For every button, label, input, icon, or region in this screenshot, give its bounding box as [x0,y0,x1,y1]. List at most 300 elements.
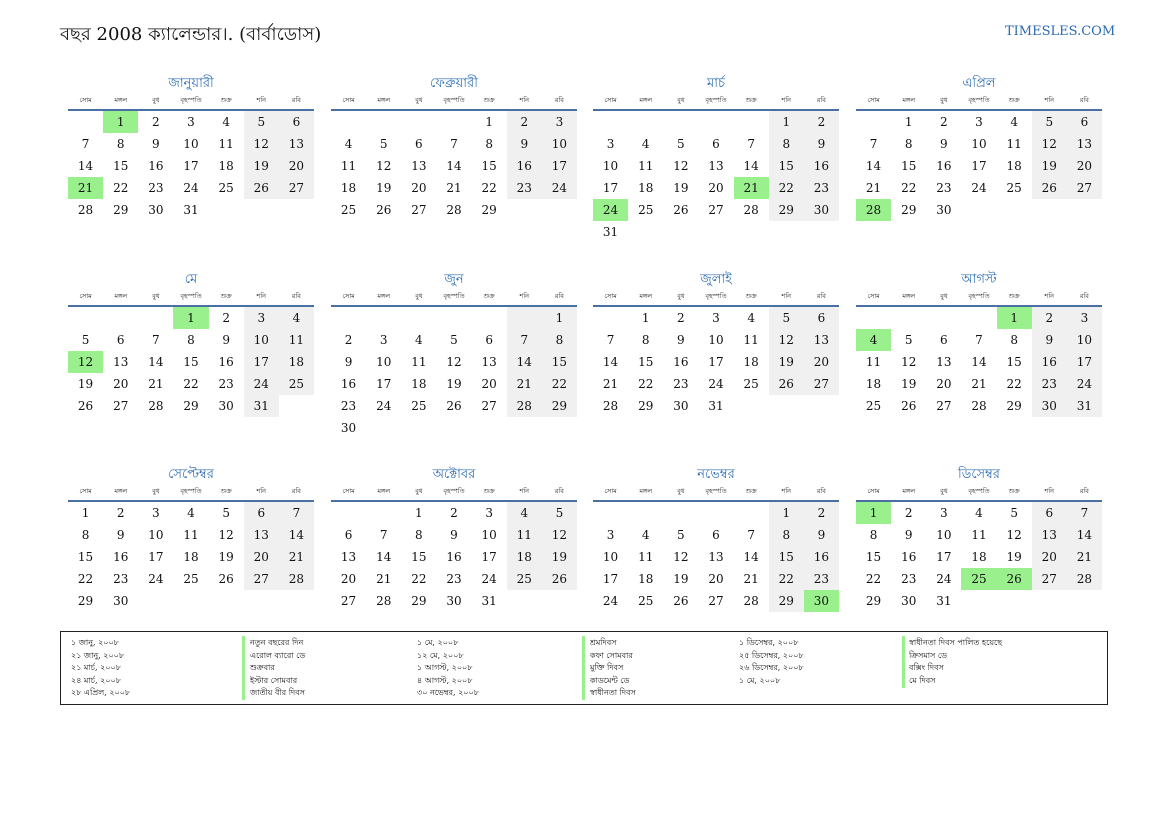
day-cell[interactable]: 10 [971,137,987,151]
day-cell[interactable]: 19 [446,377,462,391]
day-cell[interactable]: 31 [244,395,279,417]
day-cell[interactable]: 21 [743,572,759,586]
day-cell[interactable]: 2 [904,506,913,520]
day-cell[interactable]: 17 [481,550,497,564]
day-cell[interactable]: 24 [708,377,724,391]
day-cell[interactable]: 18 [743,355,759,369]
day-cell[interactable]: 3 [606,528,615,542]
day-cell[interactable]: 12 [376,159,392,173]
day-cell[interactable]: 12 [542,524,577,546]
day-cell[interactable]: 4 [507,502,542,524]
day-cell[interactable]: 31 [481,594,497,608]
day-cell[interactable]: 11 [411,355,427,369]
day-cell[interactable]: 21 [68,177,103,199]
day-cell[interactable]: 9 [344,355,353,369]
day-cell[interactable]: 2 [940,115,948,129]
day-cell[interactable]: 14 [77,159,94,173]
day-cell[interactable]: 18 [1006,159,1022,173]
day-cell[interactable]: 27 [708,594,724,608]
day-cell[interactable]: 4 [344,137,353,151]
day-cell[interactable]: 8 [904,137,913,151]
day-cell[interactable]: 14 [279,524,314,546]
day-cell[interactable]: 7 [450,137,458,151]
day-cell[interactable]: 1 [769,502,804,524]
day-cell[interactable]: 18 [638,572,654,586]
day-cell[interactable]: 9 [804,524,839,546]
day-cell[interactable]: 3 [975,115,983,129]
day-cell[interactable]: 20 [481,377,497,391]
day-cell[interactable]: 31 [1067,395,1102,417]
day-cell[interactable]: 2 [804,502,839,524]
day-cell[interactable]: 11 [1006,137,1022,151]
day-cell[interactable]: 21 [507,373,542,395]
day-cell[interactable]: 28 [376,594,392,608]
day-cell[interactable]: 17 [376,377,392,391]
day-cell[interactable]: 13 [708,550,724,564]
day-cell[interactable]: 6 [712,528,720,542]
day-cell[interactable]: 22 [542,373,577,395]
day-cell[interactable]: 10 [244,329,279,351]
day-cell[interactable]: 16 [340,377,357,391]
day-cell[interactable]: 27 [113,399,129,413]
day-cell[interactable]: 28 [971,399,987,413]
day-cell[interactable]: 20 [1067,155,1102,177]
day-cell[interactable]: 2 [1032,307,1067,329]
day-cell[interactable]: 26 [244,177,279,199]
day-cell[interactable]: 26 [1032,177,1067,199]
day-cell[interactable]: 28 [77,203,94,217]
day-cell[interactable]: 20 [411,181,427,195]
day-cell[interactable]: 21 [734,177,769,199]
day-cell[interactable]: 8 [641,333,650,347]
day-cell[interactable]: 27 [804,373,839,395]
day-cell[interactable]: 26 [901,399,917,413]
day-cell[interactable]: 24 [183,181,199,195]
day-cell[interactable]: 6 [116,333,125,347]
day-cell[interactable]: 11 [183,528,199,542]
day-cell[interactable]: 5 [1032,111,1067,133]
day-cell[interactable]: 15 [113,159,129,173]
day-cell[interactable]: 15 [769,546,804,568]
day-cell[interactable]: 1 [415,506,423,520]
day-cell[interactable]: 11 [507,524,542,546]
day-cell[interactable]: 29 [481,203,497,217]
day-cell[interactable]: 10 [542,133,577,155]
day-cell[interactable]: 20 [1032,546,1067,568]
day-cell[interactable]: 13 [411,159,427,173]
day-cell[interactable]: 7 [747,528,755,542]
day-cell[interactable]: 18 [279,351,314,373]
day-cell[interactable]: 9 [804,133,839,155]
day-cell[interactable]: 5 [542,502,577,524]
day-cell[interactable]: 26 [376,203,392,217]
day-cell[interactable]: 18 [183,550,199,564]
day-cell[interactable]: 7 [279,502,314,524]
day-cell[interactable]: 8 [415,528,423,542]
day-cell[interactable]: 25 [340,203,357,217]
day-cell[interactable]: 3 [379,333,388,347]
day-cell[interactable]: 16 [936,159,952,173]
day-cell[interactable]: 22 [113,181,129,195]
day-cell[interactable]: 19 [901,377,917,391]
day-cell[interactable]: 5 [379,137,388,151]
day-cell[interactable]: 2 [507,111,542,133]
day-cell[interactable]: 24 [481,572,497,586]
day-cell[interactable]: 17 [602,572,619,586]
day-cell[interactable]: 30 [218,399,234,413]
day-cell[interactable]: 27 [708,203,724,217]
day-cell[interactable]: 1 [904,115,913,129]
day-cell[interactable]: 23 [340,399,357,413]
day-cell[interactable]: 25 [638,594,654,608]
day-cell[interactable]: 7 [379,528,388,542]
day-cell[interactable]: 27 [936,399,952,413]
day-cell[interactable]: 26 [77,399,94,413]
day-cell[interactable]: 17 [542,155,577,177]
day-cell[interactable]: 25 [865,399,882,413]
day-cell[interactable]: 25 [279,373,314,395]
day-cell[interactable]: 7 [747,137,755,151]
day-cell[interactable]: 16 [446,550,462,564]
day-cell[interactable]: 10 [602,550,619,564]
day-cell[interactable]: 5 [1010,506,1018,520]
day-cell[interactable]: 4 [415,333,423,347]
day-cell[interactable]: 13 [1032,524,1067,546]
day-cell[interactable]: 13 [1067,133,1102,155]
day-cell[interactable]: 25 [638,203,654,217]
day-cell[interactable]: 4 [1010,115,1018,129]
day-cell[interactable]: 9 [152,137,160,151]
day-cell[interactable]: 6 [485,333,493,347]
day-cell[interactable]: 14 [507,351,542,373]
day-cell[interactable]: 27 [411,203,427,217]
day-cell[interactable]: 29 [113,203,129,217]
day-cell[interactable]: 25 [1006,181,1022,195]
day-cell[interactable]: 6 [244,502,279,524]
day-cell[interactable]: 10 [708,333,724,347]
day-cell[interactable]: 23 [804,177,839,199]
day-cell[interactable]: 30 [936,203,952,217]
day-cell[interactable]: 12 [1006,528,1022,542]
day-cell[interactable]: 13 [708,159,724,173]
day-cell[interactable]: 13 [804,329,839,351]
day-cell[interactable]: 5 [769,307,804,329]
day-cell[interactable]: 21 [971,377,987,391]
day-cell[interactable]: 13 [244,524,279,546]
day-cell[interactable]: 21 [865,181,882,195]
day-cell[interactable]: 28 [148,399,164,413]
day-cell[interactable]: 10 [148,528,164,542]
day-cell[interactable]: 20 [708,572,724,586]
day-cell[interactable]: 26 [542,568,577,590]
day-cell[interactable]: 13 [113,355,129,369]
day-cell[interactable]: 1 [542,307,577,329]
day-cell[interactable]: 30 [113,594,129,608]
day-cell[interactable]: 11 [218,137,234,151]
day-cell[interactable]: 7 [1067,502,1102,524]
day-cell[interactable]: 11 [340,159,357,173]
day-cell[interactable]: 9 [1032,329,1067,351]
day-cell[interactable]: 19 [218,550,234,564]
day-cell[interactable]: 28 [856,199,891,221]
day-cell[interactable]: 23 [218,377,234,391]
day-cell[interactable]: 30 [1032,395,1067,417]
day-cell[interactable]: 8 [485,137,493,151]
day-cell[interactable]: 12 [1032,133,1067,155]
day-cell[interactable]: 22 [77,572,94,586]
day-cell[interactable]: 4 [279,307,314,329]
day-cell[interactable]: 25 [961,568,996,590]
day-cell[interactable]: 29 [769,199,804,221]
day-cell[interactable]: 30 [804,199,839,221]
day-cell[interactable]: 11 [865,355,882,369]
day-cell[interactable]: 20 [340,572,357,586]
day-cell[interactable]: 23 [804,568,839,590]
day-cell[interactable]: 16 [218,355,234,369]
day-cell[interactable]: 1 [173,307,208,329]
day-cell[interactable]: 22 [411,572,427,586]
day-cell[interactable]: 20 [804,351,839,373]
day-cell[interactable]: 5 [677,528,685,542]
day-cell[interactable]: 22 [901,181,917,195]
day-cell[interactable]: 31 [708,399,724,413]
day-cell[interactable]: 16 [113,550,129,564]
day-cell[interactable]: 28 [507,395,542,417]
day-cell[interactable]: 12 [673,550,689,564]
day-cell[interactable]: 16 [148,159,164,173]
day-cell[interactable]: 2 [804,111,839,133]
day-cell[interactable]: 20 [936,377,952,391]
day-cell[interactable]: 4 [222,115,230,129]
day-cell[interactable]: 21 [602,377,619,391]
day-cell[interactable]: 24 [542,177,577,199]
day-cell[interactable]: 9 [507,133,542,155]
day-cell[interactable]: 10 [936,528,952,542]
day-cell[interactable]: 14 [743,550,759,564]
day-cell[interactable]: 19 [673,572,689,586]
day-cell[interactable]: 7 [152,333,160,347]
day-cell[interactable]: 1 [997,307,1032,329]
day-cell[interactable]: 17 [148,550,164,564]
day-cell[interactable]: 12 [244,133,279,155]
day-cell[interactable]: 4 [975,506,983,520]
day-cell[interactable]: 14 [148,355,164,369]
day-cell[interactable]: 16 [673,355,689,369]
day-cell[interactable]: 9 [450,528,458,542]
day-cell[interactable]: 24 [1067,373,1102,395]
day-cell[interactable]: 19 [77,377,94,391]
day-cell[interactable]: 25 [743,377,759,391]
day-cell[interactable]: 27 [244,568,279,590]
day-cell[interactable]: 6 [415,137,423,151]
day-cell[interactable]: 10 [376,355,392,369]
day-cell[interactable]: 8 [869,528,878,542]
day-cell[interactable]: 21 [1067,546,1102,568]
day-cell[interactable]: 12 [901,355,917,369]
day-cell[interactable]: 22 [769,177,804,199]
day-cell[interactable]: 8 [187,333,195,347]
day-cell[interactable]: 2 [222,311,230,325]
day-cell[interactable]: 29 [638,399,654,413]
day-cell[interactable]: 12 [446,355,462,369]
day-cell[interactable]: 12 [769,329,804,351]
day-cell[interactable]: 27 [1032,568,1067,590]
day-cell[interactable]: 4 [747,311,755,325]
day-cell[interactable]: 15 [183,355,199,369]
day-cell[interactable]: 7 [869,137,878,151]
day-cell[interactable]: 19 [542,546,577,568]
day-cell[interactable]: 24 [602,594,619,608]
day-cell[interactable]: 29 [1006,399,1022,413]
day-cell[interactable]: 14 [1067,524,1102,546]
day-cell[interactable]: 15 [638,355,654,369]
day-cell[interactable]: 7 [606,333,615,347]
day-cell[interactable]: 8 [769,524,804,546]
day-cell[interactable]: 2 [450,506,458,520]
day-cell[interactable]: 14 [865,159,882,173]
day-cell[interactable]: 29 [901,203,917,217]
day-cell[interactable]: 13 [340,550,357,564]
day-cell[interactable]: 16 [1032,351,1067,373]
day-cell[interactable]: 9 [677,333,685,347]
day-cell[interactable]: 28 [602,399,619,413]
day-cell[interactable]: 15 [411,550,427,564]
day-cell[interactable]: 6 [1032,502,1067,524]
day-cell[interactable]: 14 [376,550,392,564]
day-cell[interactable]: 17 [936,550,952,564]
day-cell[interactable]: 15 [481,159,497,173]
day-cell[interactable]: 19 [376,181,392,195]
day-cell[interactable]: 23 [1032,373,1067,395]
day-cell[interactable]: 19 [769,351,804,373]
day-cell[interactable]: 16 [804,546,839,568]
day-cell[interactable]: 17 [1067,351,1102,373]
day-cell[interactable]: 24 [148,572,164,586]
day-cell[interactable]: 1 [81,506,90,520]
day-cell[interactable]: 23 [673,377,689,391]
day-cell[interactable]: 30 [901,594,917,608]
day-cell[interactable]: 20 [708,181,724,195]
day-cell[interactable]: 28 [279,568,314,590]
day-cell[interactable]: 3 [187,115,195,129]
day-cell[interactable]: 30 [804,590,839,612]
day-cell[interactable]: 17 [183,159,199,173]
day-cell[interactable]: 5 [81,333,90,347]
day-cell[interactable]: 24 [376,399,392,413]
day-cell[interactable]: 26 [997,568,1032,590]
day-cell[interactable]: 22 [1006,377,1022,391]
day-cell[interactable]: 29 [411,594,427,608]
day-cell[interactable]: 19 [1032,155,1067,177]
day-cell[interactable]: 10 [481,528,497,542]
day-cell[interactable]: 22 [638,377,654,391]
day-cell[interactable]: 31 [602,225,619,239]
day-cell[interactable]: 18 [971,550,987,564]
day-cell[interactable]: 26 [446,399,462,413]
day-cell[interactable]: 28 [743,594,759,608]
day-cell[interactable]: 4 [641,137,650,151]
day-cell[interactable]: 7 [975,333,983,347]
day-cell[interactable]: 9 [116,528,125,542]
day-cell[interactable]: 25 [507,568,542,590]
day-cell[interactable]: 28 [446,203,462,217]
day-cell[interactable]: 5 [677,137,685,151]
day-cell[interactable]: 31 [183,203,199,217]
day-cell[interactable]: 30 [446,594,462,608]
day-cell[interactable]: 30 [673,399,689,413]
day-cell[interactable]: 26 [673,594,689,608]
day-cell[interactable]: 3 [542,111,577,133]
day-cell[interactable]: 15 [769,155,804,177]
day-cell[interactable]: 21 [446,181,462,195]
day-cell[interactable]: 24 [936,572,952,586]
day-cell[interactable]: 12 [673,159,689,173]
site-link[interactable]: TIMESLES.COM [1005,24,1116,39]
day-cell[interactable]: 23 [901,572,917,586]
day-cell[interactable]: 23 [446,572,462,586]
day-cell[interactable]: 13 [279,133,314,155]
day-cell[interactable]: 19 [1006,550,1022,564]
day-cell[interactable]: 28 [743,203,759,217]
day-cell[interactable]: 11 [638,550,654,564]
day-cell[interactable]: 15 [542,351,577,373]
day-cell[interactable]: 1 [485,115,493,129]
day-cell[interactable]: 13 [481,355,497,369]
day-cell[interactable]: 2 [116,506,125,520]
day-cell[interactable]: 17 [602,181,619,195]
day-cell[interactable]: 21 [279,546,314,568]
day-cell[interactable]: 7 [81,137,90,151]
day-cell[interactable]: 26 [673,203,689,217]
day-cell[interactable]: 4 [856,329,891,351]
day-cell[interactable]: 20 [113,377,129,391]
day-cell[interactable]: 18 [865,377,882,391]
day-cell[interactable]: 25 [411,399,427,413]
day-cell[interactable]: 26 [218,572,234,586]
day-cell[interactable]: 20 [244,546,279,568]
day-cell[interactable]: 30 [148,203,164,217]
day-cell[interactable]: 1 [856,502,891,524]
day-cell[interactable]: 29 [77,594,94,608]
day-cell[interactable]: 3 [940,506,948,520]
day-cell[interactable]: 6 [1067,111,1102,133]
day-cell[interactable]: 5 [450,333,458,347]
day-cell[interactable]: 6 [712,137,720,151]
day-cell[interactable]: 6 [344,528,353,542]
day-cell[interactable]: 16 [804,155,839,177]
day-cell[interactable]: 16 [901,550,917,564]
day-cell[interactable]: 30 [340,421,357,435]
day-cell[interactable]: 17 [244,351,279,373]
day-cell[interactable]: 1 [103,111,138,133]
day-cell[interactable]: 15 [77,550,94,564]
day-cell[interactable]: 10 [1067,329,1102,351]
day-cell[interactable]: 22 [183,377,199,391]
day-cell[interactable]: 29 [865,594,882,608]
day-cell[interactable]: 14 [743,159,759,173]
day-cell[interactable]: 28 [1067,568,1102,590]
day-cell[interactable]: 4 [187,506,195,520]
day-cell[interactable]: 2 [677,311,685,325]
day-cell[interactable]: 19 [673,181,689,195]
day-cell[interactable]: 31 [936,594,952,608]
day-cell[interactable]: 18 [218,159,234,173]
day-cell[interactable]: 1 [769,111,804,133]
day-cell[interactable]: 14 [971,355,987,369]
day-cell[interactable]: 12 [218,528,234,542]
day-cell[interactable]: 3 [712,311,720,325]
day-cell[interactable]: 22 [481,181,497,195]
